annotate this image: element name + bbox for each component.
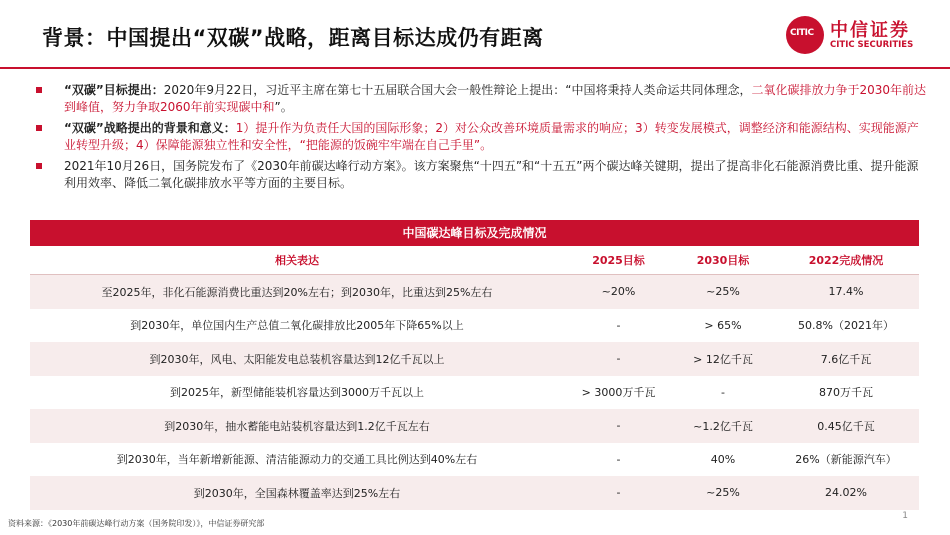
table-header-row bbox=[30, 246, 919, 275]
logo-mark bbox=[786, 16, 824, 54]
bullet-list bbox=[36, 82, 926, 196]
bullet-lead: “双碳”战略提出的背景和意义： bbox=[64, 121, 236, 135]
source-note: 资料来源：《2030年前碳达峰行动方案（国务院印发）》，中信证券研究部 bbox=[8, 519, 265, 528]
header-cell: 2022完成情况 bbox=[808, 254, 884, 267]
table-cell: ~20% bbox=[601, 285, 636, 299]
table-cell: 17.4% bbox=[828, 285, 864, 299]
bullet-item bbox=[36, 158, 926, 192]
table-row bbox=[30, 476, 919, 510]
table-cell: 870万千瓦 bbox=[819, 386, 873, 400]
table-cell: ~25% bbox=[706, 285, 740, 299]
table-cell: - bbox=[616, 452, 621, 466]
table-row bbox=[30, 409, 919, 443]
table-cell: 0.45亿千瓦 bbox=[817, 419, 875, 433]
bullet-text: 2021年10月26日，国务院发布了《2030年前碳达峰行动方案》。该方案聚焦“十四五”和“十五五”两个碳达峰关键期，提出了提高非化石能源消费比重、提升能源利用效率、降低二氧化碳排放水平等方面的主要目标。 bbox=[64, 159, 919, 190]
table-cell: > 65% bbox=[704, 318, 742, 332]
bullet-highlight: 二氧化碳排放力争于2030年前达到峰值，努力争取2060年前实现碳中和 bbox=[64, 83, 926, 114]
table-row bbox=[30, 275, 919, 309]
bullet-tail: ”。 bbox=[274, 100, 293, 114]
bullet-item bbox=[36, 120, 926, 154]
table-cell: ~25% bbox=[706, 486, 740, 500]
table-caption: 中国碳达峰目标及完成情况 bbox=[30, 220, 919, 246]
table-cell: > 3000万千瓦 bbox=[581, 386, 656, 400]
bullet-text: 2020年9月22日，习近平主席在第七十五届联合国大会一般性辩论上提出：“中国将秉持人类命运共同体理念， bbox=[163, 83, 752, 97]
header-divider bbox=[0, 67, 950, 69]
bullet-item bbox=[36, 82, 926, 116]
table-cell: - bbox=[616, 318, 621, 332]
table-cell: 到2030年，抽水蓄能电站装机容量达到1.2亿千瓦左右 bbox=[164, 419, 430, 433]
table-cell: - bbox=[616, 486, 621, 500]
table-cell: 50.8%（2021年） bbox=[798, 319, 894, 333]
table-row bbox=[30, 342, 919, 376]
page-title: 背景：中国提出“双碳”战略，距离目标达成仍有距离 bbox=[42, 26, 544, 50]
header-cell: 2025目标 bbox=[592, 254, 645, 267]
table-row bbox=[30, 376, 919, 410]
logo-name-cn: 中信证券 bbox=[830, 20, 910, 41]
table-cell: 到2030年，单位国内生产总值二氧化碳排放比2005年下降65%以上 bbox=[130, 319, 464, 333]
table-cell: 到2030年，当年新增新能源、清洁能源动力的交通工具比例达到40%左右 bbox=[116, 453, 478, 467]
carbon-peak-table bbox=[30, 220, 919, 510]
bullet-highlight: 1）提升作为负责任大国的国际形象；2）对公众改善环境质量需求的响应；3）转变发展模式，调整经济和能源结构、实现能源产业转型升级；4）保障能源独立性和安全性，“把能源的饭碗牢牢端在自己手里”。 bbox=[64, 121, 919, 152]
table-cell: 7.6亿千瓦 bbox=[820, 352, 872, 366]
table-row bbox=[30, 309, 919, 343]
bullet-lead: “双碳”目标提出： bbox=[64, 83, 164, 97]
bullet-marker bbox=[36, 163, 42, 169]
table-cell: - bbox=[616, 419, 621, 433]
table-cell: 到2030年，风电、太阳能发电总装机容量达到12亿千瓦以上 bbox=[149, 352, 445, 366]
table-cell: 到2025年，新型储能装机容量达到3000万千瓦以上 bbox=[170, 386, 424, 400]
bullet-marker bbox=[36, 87, 42, 93]
table-cell: 24.02% bbox=[825, 486, 867, 500]
header-cell: 相关表达 bbox=[275, 254, 319, 267]
citic-logo bbox=[786, 16, 926, 60]
header-cell: 2030目标 bbox=[696, 254, 750, 267]
logo-name-en: CITIC SECURITIES bbox=[830, 40, 914, 50]
table-row bbox=[30, 443, 919, 477]
table-cell: - bbox=[616, 352, 621, 366]
logo-mark-text: CITIC bbox=[790, 28, 814, 38]
table-cell: 至2025年，非化石能源消费比重达到20%左右；到2030年，比重达到25%左右 bbox=[101, 285, 493, 299]
table-cell: > 12亿千瓦 bbox=[693, 352, 753, 366]
table-cell: 40% bbox=[710, 452, 736, 466]
table-cell: 到2030年，全国森林覆盖率达到25%左右 bbox=[193, 486, 401, 500]
table-cell: - bbox=[721, 385, 725, 399]
table-cell: 26%（新能源汽车） bbox=[795, 453, 897, 467]
table-cell: ~1.2亿千瓦 bbox=[693, 419, 753, 433]
page-number: 1 bbox=[902, 511, 908, 521]
bullet-marker bbox=[36, 125, 42, 131]
